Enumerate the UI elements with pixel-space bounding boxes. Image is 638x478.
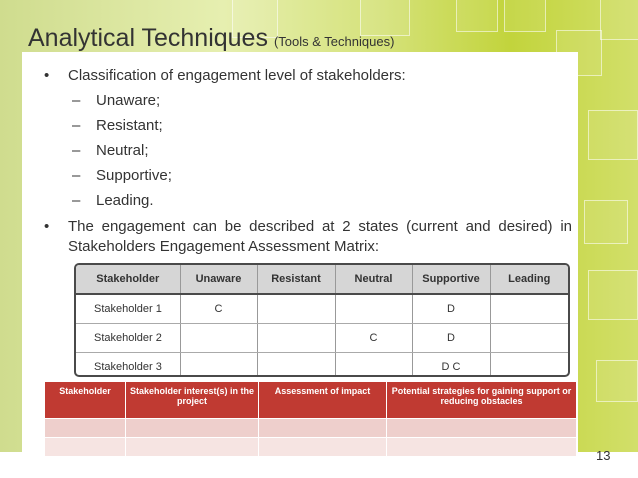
sub-bullet-text: Neutral; (96, 142, 149, 159)
decorative-square (596, 360, 638, 402)
matrix-cell: C (335, 324, 412, 353)
matrix-cell (490, 324, 568, 353)
sub-bullet-neutral (44, 139, 572, 163)
matrix-cell-stakeholder: Stakeholder 3 (76, 353, 180, 378)
bullet-classification (44, 64, 572, 88)
assessment-cell (259, 419, 387, 438)
assessment-row (45, 419, 577, 438)
title-subtitle: (Tools & Techniques) (273, 34, 395, 49)
sub-bullet-leading (44, 189, 572, 213)
assessment-header-cell: Assessment of impact (259, 382, 387, 419)
matrix-header-row (76, 265, 568, 294)
assessment-header-cell: Stakeholder (45, 382, 126, 419)
slide-title (28, 24, 394, 53)
assessment-cell (387, 419, 577, 438)
sub-bullet-text: Supportive; (96, 167, 172, 184)
matrix-header-cell: Supportive (412, 265, 490, 294)
assessment-cell (45, 438, 126, 457)
sub-bullet-unaware (44, 89, 572, 113)
matrix-cell (180, 353, 257, 378)
sub-bullet-text: Leading. (96, 192, 154, 209)
assessment-header-row (45, 382, 577, 419)
matrix-cell: D (412, 324, 490, 353)
matrix-cell-stakeholder: Stakeholder 2 (76, 324, 180, 353)
assessment-cell (259, 438, 387, 457)
page-number: 13 (596, 448, 611, 463)
engagement-matrix (74, 263, 570, 377)
sub-bullet-supportive (44, 164, 572, 188)
bullet-text: The engagement can be described at 2 states (current and desired) in Stakeholders Engagement Assessment Matrix: (68, 218, 572, 255)
matrix-cell-stakeholder: Stakeholder 1 (76, 294, 180, 324)
assessment-cell (126, 419, 259, 438)
bullet-text: Classification of engagement level of stakeholders: (68, 67, 406, 84)
decorative-square (588, 110, 638, 160)
matrix-cell (335, 353, 412, 378)
matrix-header-cell: Unaware (180, 265, 257, 294)
matrix-header-cell: Leading (490, 265, 568, 294)
matrix-header-cell: Stakeholder (76, 265, 180, 294)
matrix-cell (257, 294, 335, 324)
matrix-cell: D (412, 294, 490, 324)
matrix-cell (490, 294, 568, 324)
assessment-cell (126, 438, 259, 457)
bullet-engagement (44, 217, 572, 257)
assessment-cell (387, 438, 577, 457)
matrix-cell: D C (412, 353, 490, 378)
decorative-square (588, 270, 638, 320)
matrix-row (76, 324, 568, 353)
bullet-list (44, 64, 572, 257)
sub-bullet-dash: – (72, 167, 81, 184)
matrix-cell: C (180, 294, 257, 324)
matrix-cell (335, 294, 412, 324)
sub-bullet-text: Unaware; (96, 92, 161, 109)
matrix-header-cell: Neutral (335, 265, 412, 294)
assessment-row (45, 438, 577, 457)
sub-bullet-dash: – (72, 117, 81, 134)
sub-bullet-text: Resistant; (96, 117, 163, 134)
bullet-dot: • (44, 218, 50, 235)
assessment-header-cell: Potential strategies for gaining support or reducing obstacles (387, 382, 577, 419)
matrix-header-cell: Resistant (257, 265, 335, 294)
assessment-table (44, 381, 577, 457)
matrix-cell (257, 353, 335, 378)
sub-bullet-resistant (44, 114, 572, 138)
sub-bullet-dash: – (72, 92, 81, 109)
matrix-row (76, 353, 568, 378)
matrix-cell (180, 324, 257, 353)
decorative-square (600, 0, 638, 40)
decorative-square (504, 0, 546, 32)
decorative-square (584, 200, 628, 244)
matrix-row (76, 294, 568, 324)
sub-bullet-dash: – (72, 142, 81, 159)
assessment-cell (45, 419, 126, 438)
matrix-cell (257, 324, 335, 353)
sub-bullet-dash: – (72, 192, 81, 209)
assessment-header-cell: Stakeholder interest(s) in the project (126, 382, 259, 419)
title-main: Analytical Techniques (28, 24, 268, 52)
decorative-square (456, 0, 498, 32)
bullet-dot: • (44, 67, 50, 84)
matrix-cell (490, 353, 568, 378)
